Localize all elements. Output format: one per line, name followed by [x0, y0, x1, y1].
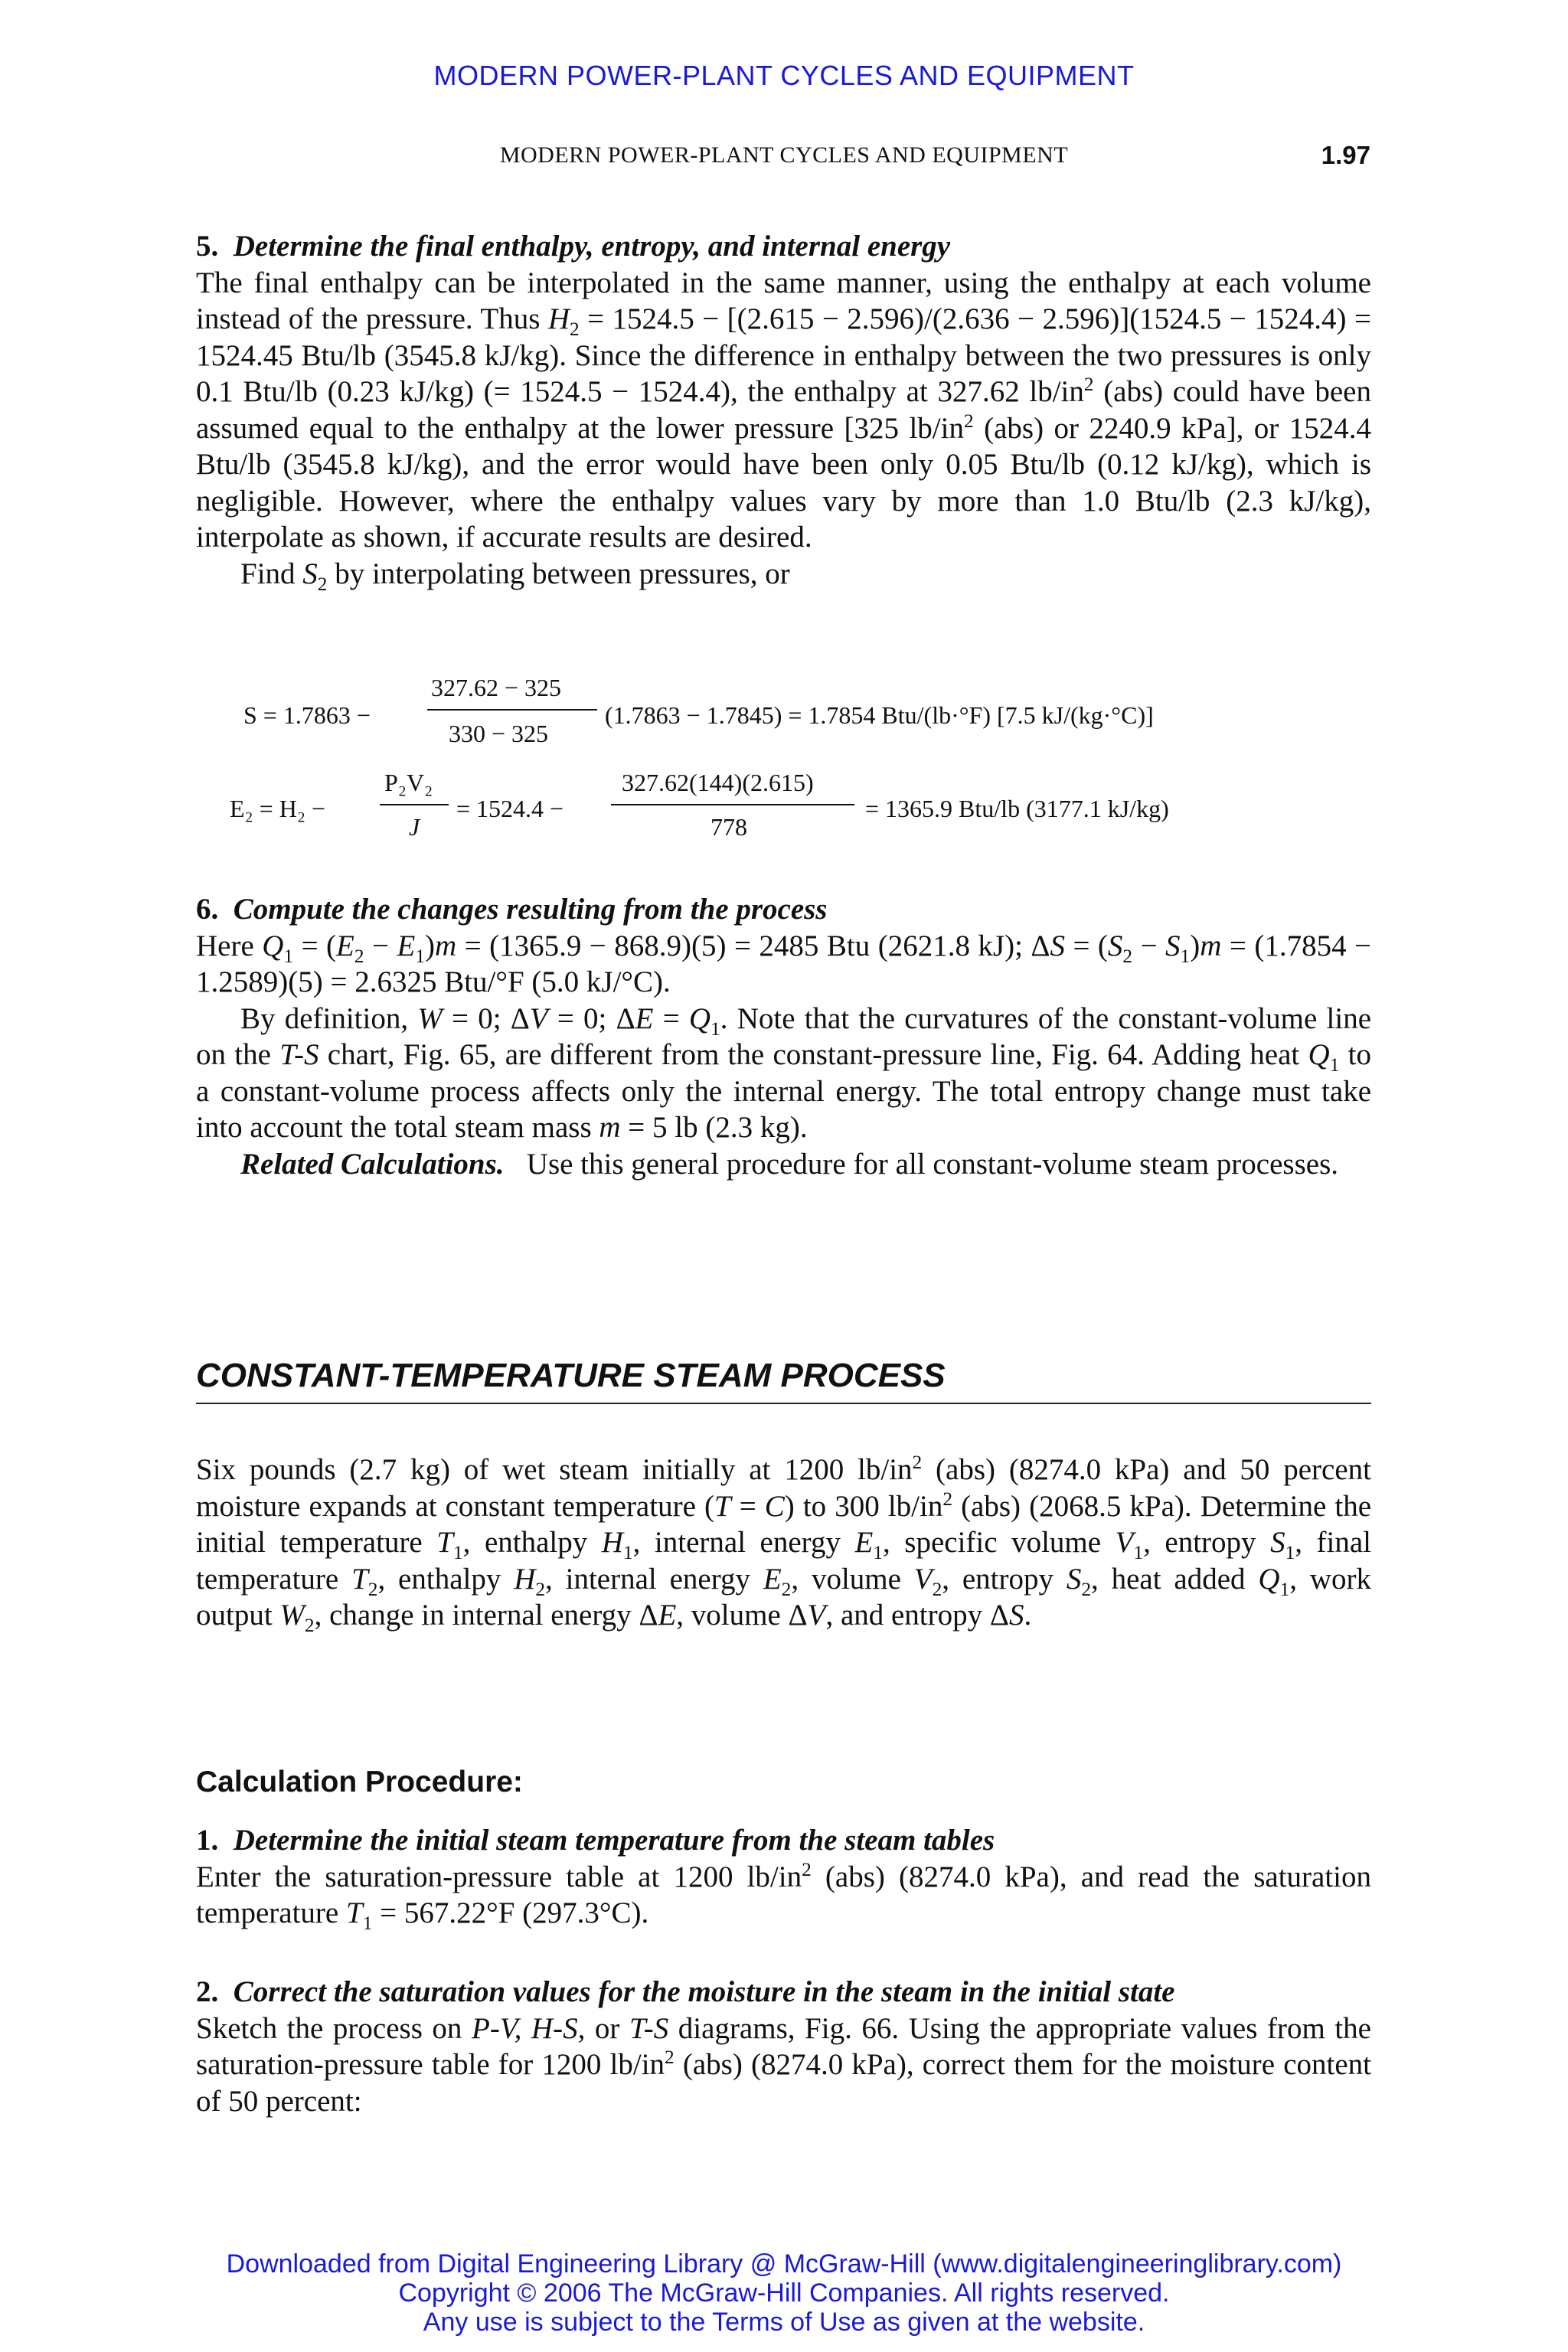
proc-step-2-heading	[196, 1974, 1371, 2011]
step-5-title: Determine the final enthalpy, entropy, and internal energy	[233, 230, 951, 263]
entropy-eq-lhs: S = 1.7863 −	[243, 701, 371, 729]
problem-paragraph: Six pounds (2.7 kg) of wet steam initially at 1200 $lb/in^2$ (abs) (8274.0 kPa) and 50 percent moisture expands at constant temperature (T = C) to 300 $lb/in^2$ (abs) (2068.5 kPa). Determine the initial temperature $T_1$, enthalpy $H_1$, internal energy $E_1$, specific volume $V_1$, entropy $S_1$, final temperature $T_2$, enthalpy $H_2$, internal energy $E_2$, volume $V_2$, entropy $S_2$, heat added $Q_1$, work output $W_2$, change in internal energy ΔE, volume ΔV, and entropy ΔS.	[196, 1452, 1371, 1636]
footer-copyright: Copyright © 2006 The McGraw-Hill Companies. All rights reserved.	[398, 2278, 1170, 2308]
step-5-find-line: Find $S_2$ by interpolating between pressures, or	[240, 557, 790, 595]
proc-step-1-block	[196, 1822, 1371, 1932]
footer-download-notice: Downloaded from Digital Engineering Library @ McGraw-Hill (www.digitalengineeringlibrary.com)	[226, 2249, 1342, 2278]
related-calculations-label: Related Calculations.	[240, 1147, 505, 1181]
proc-step-2-title: Correct the saturation values for the moisture in the steam in the initial state	[233, 1975, 1175, 2008]
entropy-equation	[243, 674, 1392, 758]
problem-statement	[196, 1452, 1371, 1634]
proc-step-1-text: Enter the saturation-pressure table at 1200 $lb/in^2$ (abs) (8274.0 kPa), and read the saturation temperature $T_1 = 567.22^\circ F$ (297.3°C).	[196, 1858, 1371, 1934]
step-6-heading	[196, 891, 1371, 928]
step-5-paragraph: The final enthalpy can be interpolated in the same manner, using the enthalpy at each volume instead of the pressure. Thus $H_2 = 1524.5 - [(2.615 - 2.596)/(2.636 - 2.596)](1524.5 - 1524.4) = 1524.45$ Btu/lb (3545.8 kJ/kg). Since the difference in enthalpy between the two pressures is only 0.1 Btu/lb (0.23 kJ/kg) (= 1524.5 − 1524.4), the enthalpy at 327.62 $lb/in^2$ (abs) could have been assumed equal to the enthalpy at the lower pressure [325 $lb/in^2$ (abs) or 2240.9 kPa], or 1524.4 Btu/lb (3545.8 kJ/kg), and the error would have been only 0.05 Btu/lb (0.12 kJ/kg), which is negligible. However, where the enthalpy values vary by more than 1.0 Btu/lb (2.3 kJ/kg), interpolate as shown, if accurate results are desired.	[196, 266, 1371, 554]
top-banner-title: MODERN POWER-PLANT CYCLES AND EQUIPMENT	[433, 60, 1135, 91]
step-6-title: Compute the changes resulting from the process	[233, 893, 828, 926]
energy-eq-denominator-2: 778	[710, 813, 747, 841]
page-number: 1.97	[1321, 141, 1370, 169]
step-5-heading	[196, 228, 1371, 265]
energy-eq-rhs: = 1365.9 Btu/lb (3177.1 kJ/kg)	[865, 795, 1169, 822]
energy-eq-lhs: E₂ = H₂ −	[230, 795, 326, 822]
energy-eq-fraction-bar-1	[380, 804, 449, 805]
related-calculations-text: Use this general procedure for all constant-volume steam processes.	[526, 1147, 1338, 1181]
running-head: MODERN POWER-PLANT CYCLES AND EQUIPMENT	[499, 142, 1069, 168]
step-5-number: 5.	[196, 230, 219, 263]
step-6-paragraph-2: By definition, W = 0; ΔV = 0; $\Delta E = Q_1$. Note that the curvatures of the constant-volume line on the T-S chart, Fig. 65, are different from the constant-pressure line, Fig. 64. Adding heat $Q_1$ to a constant-volume process affects only the internal energy. The total entropy change must take into account the total steam mass m = 5 lb (2.3 kg).	[196, 1001, 1372, 1144]
proc-step-1-heading	[196, 1822, 1371, 1859]
internal-energy-equation	[230, 769, 1378, 853]
proc-step-1-number: 1.	[196, 1824, 219, 1857]
proc-step-2-text: Sketch the process on P-V, H-S, or T-S diagrams, Fig. 66. Using the appropriate values from the saturation-pressure table for 1200 $lb/in^2$ (abs) (8274.0 kPa), correct them for the moisture content of 50 percent:	[196, 2011, 1371, 2118]
proc-step-2-number: 2.	[196, 1975, 219, 2008]
energy-eq-middle: = 1524.4 −	[456, 795, 564, 822]
proc-step-1-title: Determine the initial steam temperature from the steam tables	[233, 1824, 995, 1857]
entropy-eq-numerator: 327.62 − 325	[431, 674, 562, 701]
entropy-eq-rhs: (1.7863 − 1.7845) = 1.7854 Btu/(lb·°F) [7.5 kJ/(kg·°C)]	[605, 701, 1154, 729]
energy-eq-denominator-1: J	[409, 813, 420, 841]
step-6-block	[196, 891, 1371, 1182]
step-6-number: 6.	[196, 893, 219, 926]
section-title: CONSTANT-TEMPERATURE STEAM PROCESS	[196, 1357, 1371, 1404]
entropy-eq-denominator: 330 − 325	[449, 720, 549, 747]
energy-eq-numerator-2: 327.62(144)(2.615)	[622, 769, 814, 796]
calculation-procedure-label: Calculation Procedure:	[196, 1766, 523, 1798]
related-calculations	[196, 1146, 1371, 1183]
energy-eq-numerator-1: P₂V₂	[384, 769, 433, 796]
step-5-block	[196, 228, 1371, 595]
energy-eq-fraction-bar-2	[611, 804, 854, 805]
step-6-paragraph-1: Here $Q_1 = (E_2 - E_1)m = (1365.9 - 868.9)(5) = 2485$ Btu (2621.8 kJ); $\Delta S = (S_2 - S_1)m = (1.7854 - 1.2589)(5) = 2.6325$ Btu/°F (5.0 kJ/°C).	[196, 929, 1372, 998]
footer-terms: Any use is subject to the Terms of Use as given at the website.	[423, 2308, 1145, 2337]
proc-step-2-block	[196, 1974, 1371, 2119]
entropy-eq-fraction-bar	[427, 709, 597, 710]
